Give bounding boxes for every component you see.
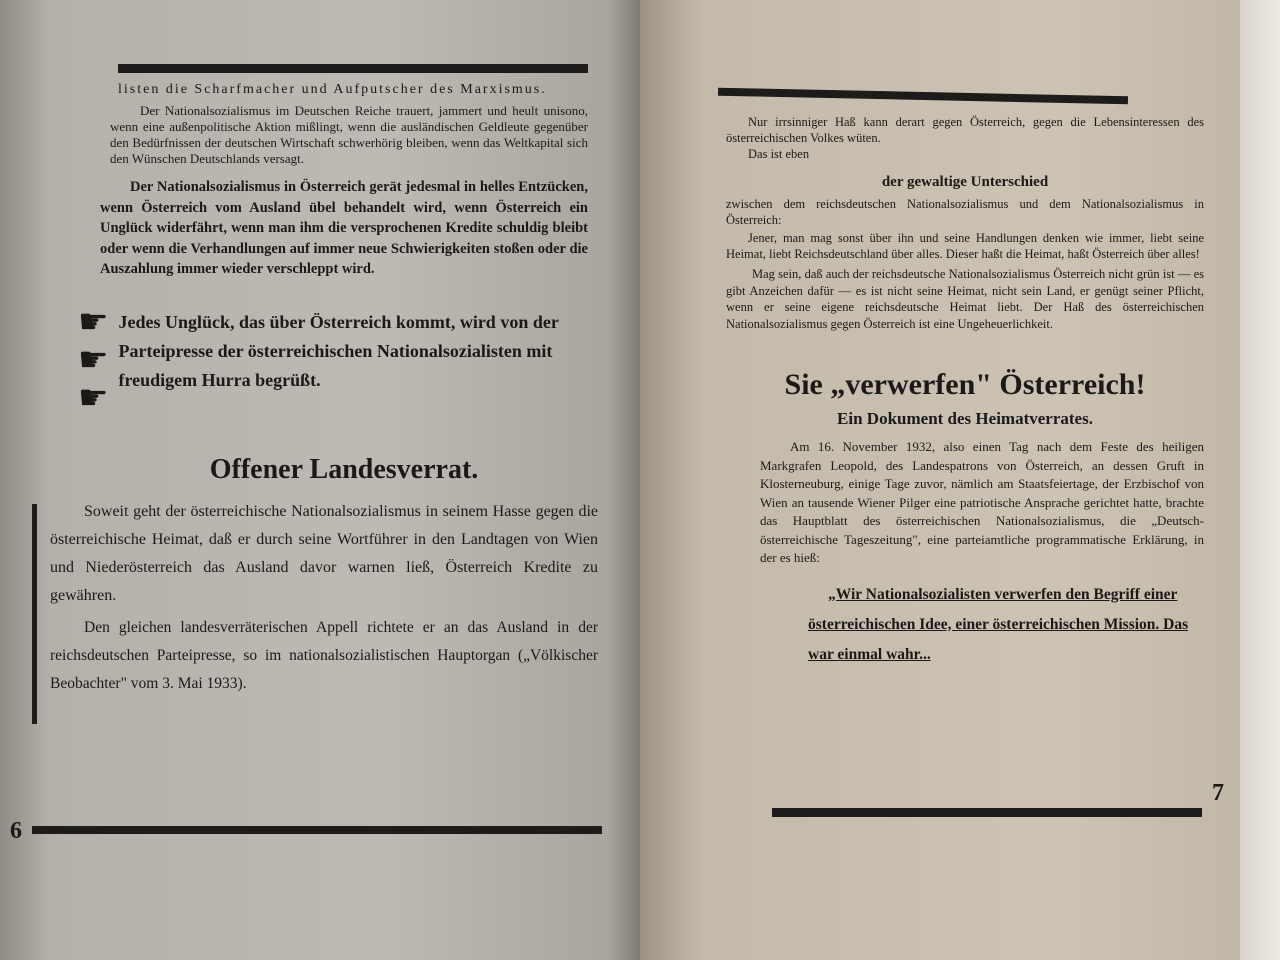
paragraph: listen die Scharfmacher und Aufputscher des Marxismus.: [118, 82, 547, 97]
top-rule: [118, 64, 588, 73]
paragraph: Soweit geht der österreichische Nationalsozialismus in seinem Hasse gegen die österreichische Heimat, daß er durch seine Wortführer in den Landtagen von Wien und Niederösterreich das Ausland davor warnen ließ, Österreich Kredite zu gewähren.: [50, 502, 598, 604]
callout-block: [78, 304, 588, 418]
hands-group: [78, 304, 108, 418]
callout: Jedes Unglück, das über Österreich kommt, wird von der Parteipresse der österreichischen Nationalsozialisten mit freudigem Hurra begrüßt.: [118, 311, 559, 390]
paragraph: Jener, man mag sonst über ihn und seine Handlungen denken wie immer, liebt seine Heimat, liebt Reichsdeutschland über alles. Dieser haßt die Heimat, haßt Österreich über alles!: [726, 231, 1204, 261]
paragraph: Das ist eben: [748, 147, 810, 161]
main-heading: Sie „verwerfen" Österreich!: [784, 368, 1146, 401]
right-page: [640, 0, 1240, 960]
paragraph: Der Nationalsozialismus in Österreich gerät jedesmal in helles Entzücken, wenn Österreich vom Ausland übel behandelt wird, wenn Österreich ein Unglück widerfährt, wenn man ihm die versprochenen Kredite schuldig bleibt oder wenn die Verhandlungen auf immer neue Schwierigkeiten stoßen oder die Auszahlung immer wieder verschleppt wird.: [100, 179, 588, 277]
subtitle: Ein Dokument des Heimatverrates.: [837, 409, 1093, 428]
pointing-hand-icon: ☛: [78, 303, 109, 341]
paragraph: Nur irrsinniger Haß kann derart gegen Österreich, gegen die Lebensinteressen des österreichischen Volkes wüten.: [726, 115, 1204, 145]
table-surface: [1240, 0, 1280, 960]
quote: „Wir Nationalsozialisten verwerfen den Begriff einer österreichischen Idee, einer österreichischen Mission. Das war einmal wahr...: [808, 585, 1189, 663]
paragraph: Der Nationalsozialismus im Deutschen Reiche trauert, jammert und heult unisono, wenn eine außenpolitische Aktion mißlingt, wenn die ausländischen Geldleute gegenüber den Bedürfnissen der deutschen Wirtschaft schwerhörig bleiben, wenn das Weltkapital sich den Wünschen Deutschlands versagt.: [110, 103, 588, 166]
paragraph: Am 16. November 1932, also einen Tag nach dem Feste des heiligen Markgrafen Leopold, des Landespatrons von Österreich, an dessen Gruft in Klosterneuburg, einige Tage zuvor, nämlich am Staatsfeiertage, der Erzbischof von Wien an tausende Wiener Pilger eine patriotische Ansprache gerichtet hatte, brachte das Hauptblatt des österreichischen Nationalsozialismus, die „Deutsch-österreichische Tageszeitung", eine parteiamtliche programmatische Erklärung, in der es hieß:: [760, 439, 1204, 565]
subheading: der gewaltige Unterschied: [881, 174, 1049, 190]
bottom-rule: [772, 808, 1202, 817]
section-body: [50, 498, 598, 698]
section-heading: Offener Landesverrat.: [209, 453, 479, 485]
pointing-hand-icon: ☛: [78, 341, 109, 379]
paragraph: Den gleichen landesverräterischen Appell richtete er an das Ausland in der reichsdeutschen Parteipresse, so im nationalsozialistischen Hauptorgan („Völkischer Beobachter" vom 3. Mai 1933).: [50, 618, 598, 692]
bottom-rule: [32, 826, 602, 834]
right-column: [726, 114, 1204, 670]
page-number: 6: [10, 818, 22, 844]
paragraph: zwischen dem reichsdeutschen Nationalsozialismus und dem Nationalsozialismus in Österreich:: [726, 197, 1204, 227]
side-rule: [32, 504, 37, 724]
top-rule: [718, 88, 1128, 105]
page-number: 7: [1212, 780, 1224, 806]
left-column: [50, 80, 598, 698]
pointing-hand-icon: ☛: [78, 379, 109, 417]
paragraph: Mag sein, daß auch der reichsdeutsche Nationalsozialismus Österreich nicht grün ist — es gibt Anzeichen dafür — es ist nicht seine Heimat, nicht sein Land, er genügt seiner Pflicht, wenn er seine eigene reichsdeutsche Heimat liebt. Der Haß des österreichischen Nationalsozialismus gegen Österreich ist eine Ungeheuerlichkeit.: [726, 267, 1204, 331]
